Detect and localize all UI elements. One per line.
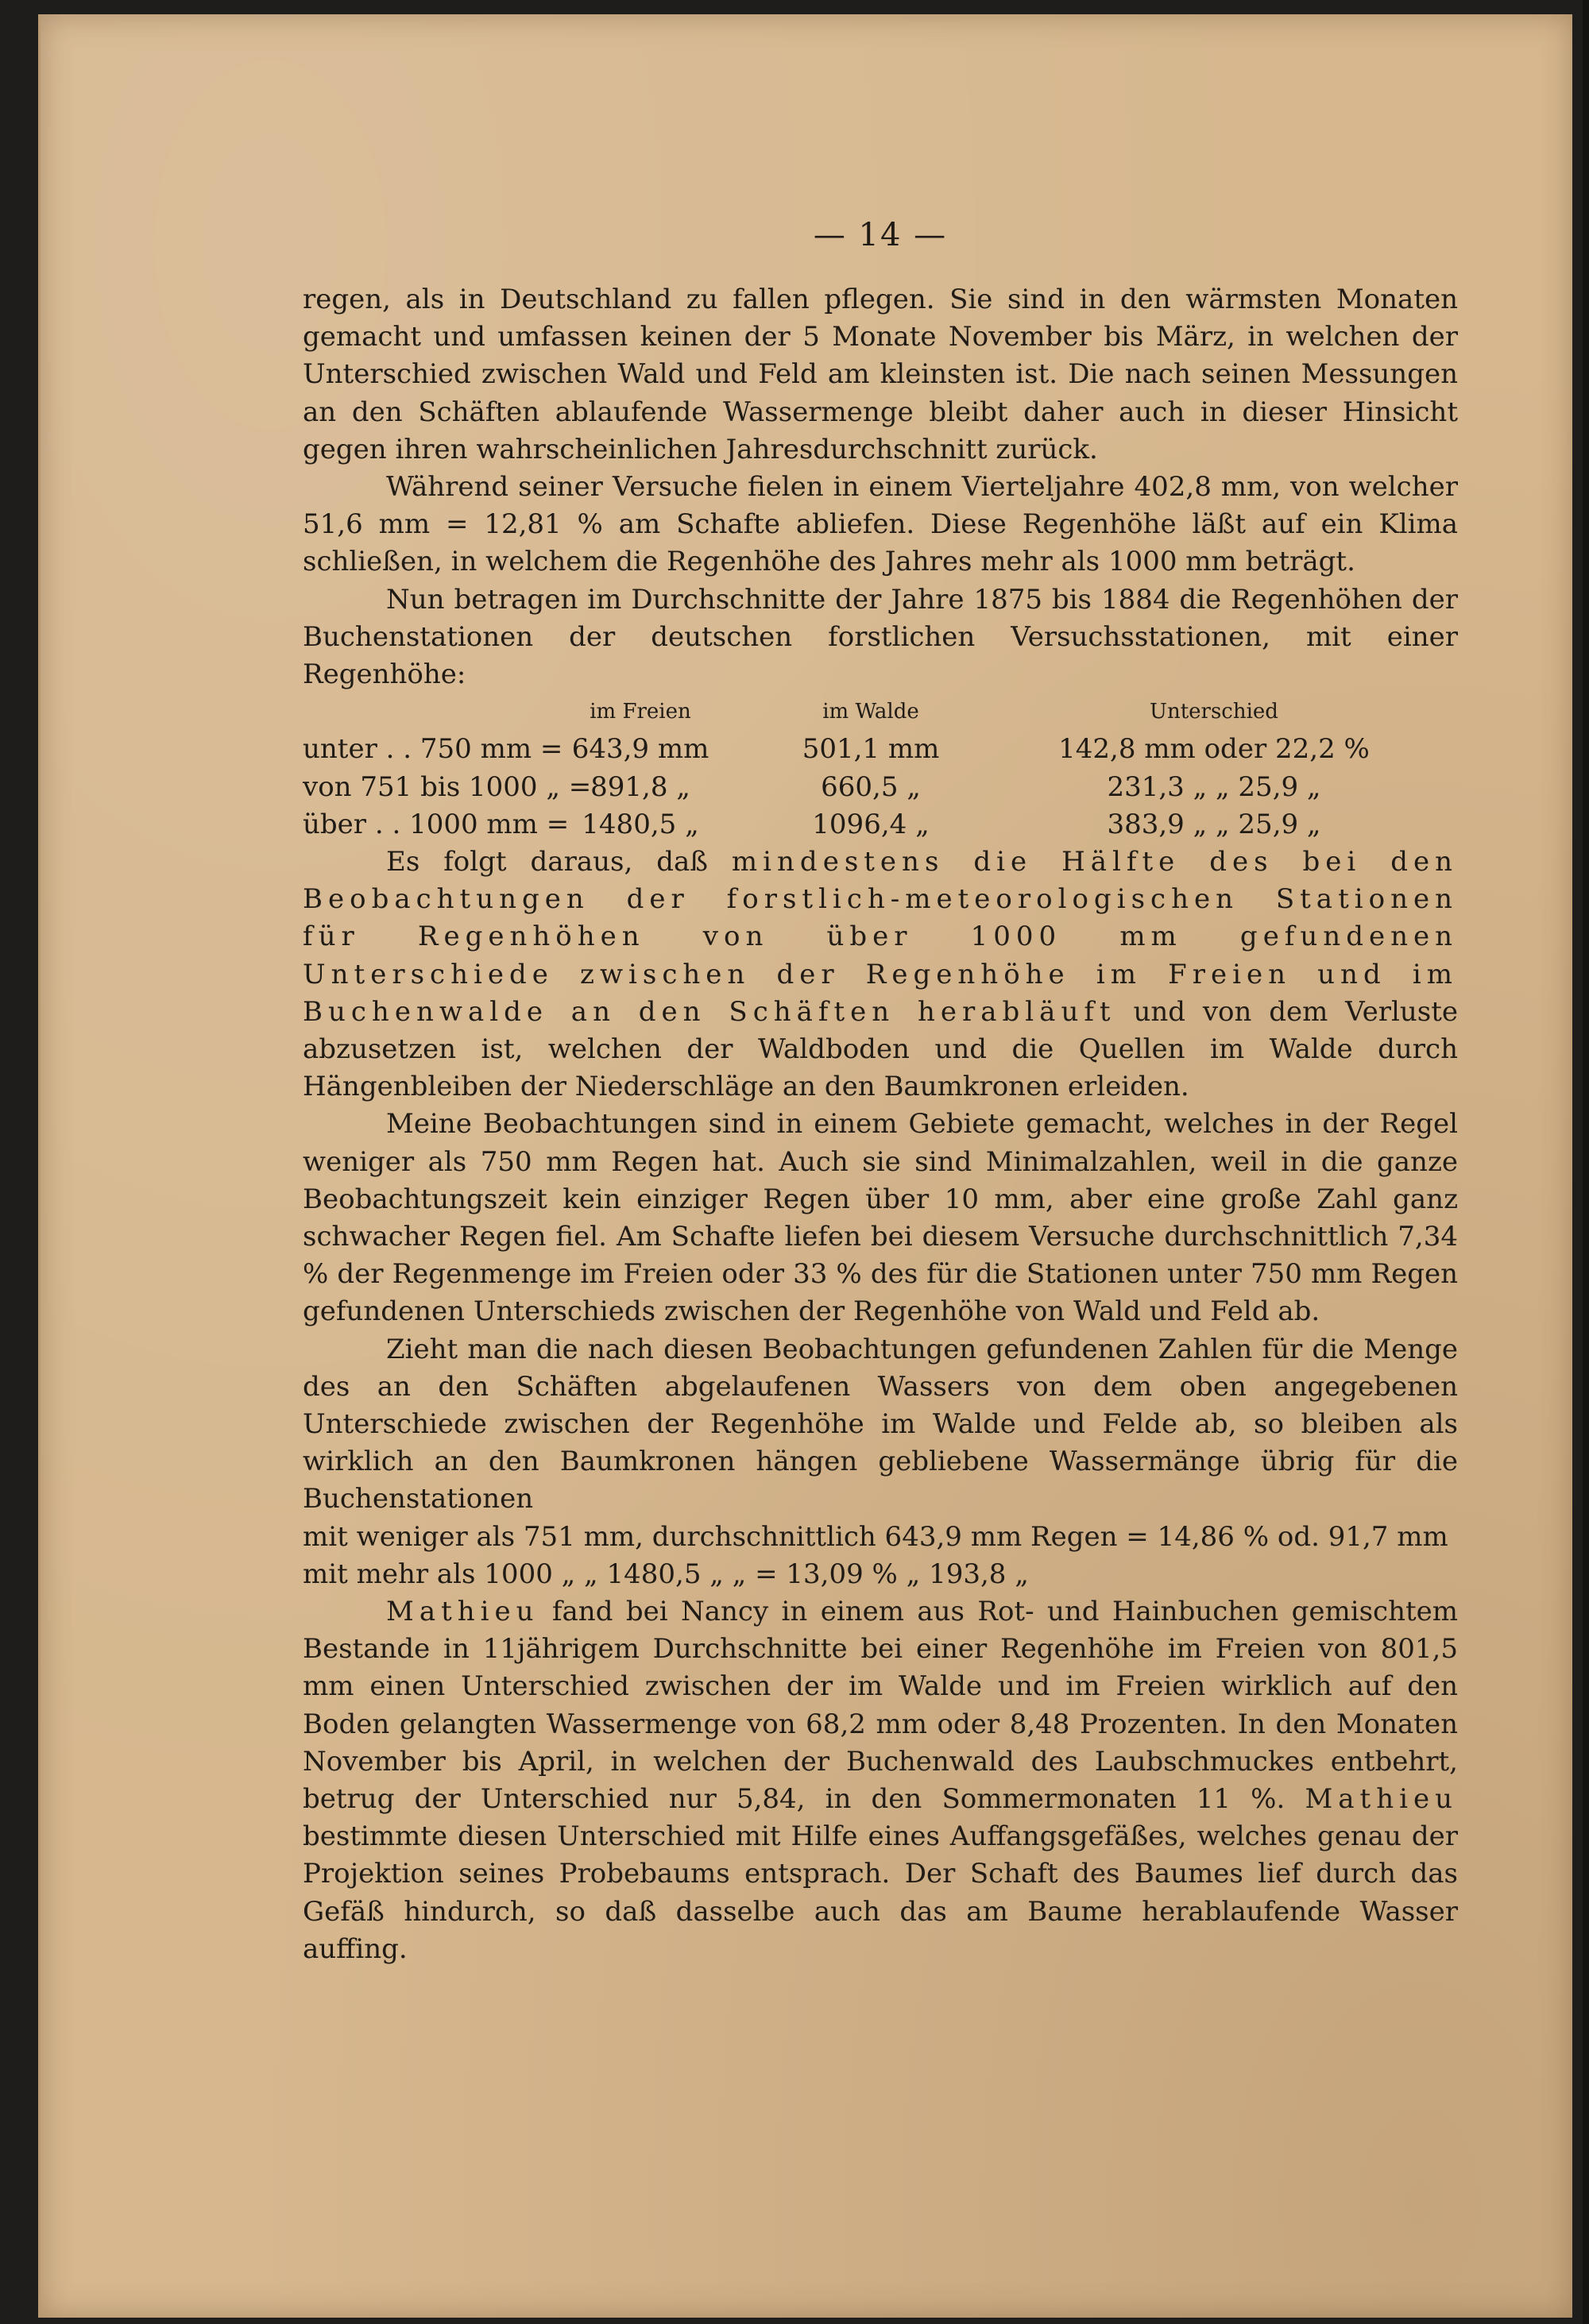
page-number: — 14 —: [813, 217, 948, 253]
table-cell: 142,8 mm oder 22,2 %: [1058, 733, 1370, 766]
table-cell: über . . 1000 mm =: [303, 808, 570, 840]
paragraph-4-tail: und von dem Verluste abzusetzen ist, welchen der Waldboden und die Quellen im Walde durch Hängenbleiben der Niederschläge an den Baumkronen erleiden.: [303, 995, 1458, 1103]
table-cell: 1096,4 „: [812, 808, 930, 840]
table-cell: 501,1 mm: [802, 733, 940, 766]
table-cell: von 751 bis 1000 „ =: [303, 770, 592, 803]
table-cell: 231,3 „ „ 25,9 „: [1107, 770, 1321, 803]
table-cell: 660,5 „: [821, 770, 921, 803]
rainfall-table: [303, 693, 1458, 844]
table-header-open: im Freien: [590, 700, 691, 724]
table-cell: unter . . 750 mm =: [303, 733, 563, 766]
paragraph-7-tail: bestimmte diesen Unterschied mit Hilfe eines Auffangsgefäßes, welches genau der Projektion seines Probebaums entsprach. Der Schaft des Baumes lief durch das Gefäß hindurch, so daß dasselbe auch das am Baume herablaufende Wasser auffing.: [303, 1820, 1458, 1965]
page-content: [303, 211, 1458, 1968]
paragraph-6: Zieht man die nach diesen Beobachtungen gefundenen Zahlen für die Menge des an den Schäften abgelaufenen Wassers von dem oben angegebenen Unterschiede zwischen der Regenhöhe im Walde und Felde ab, so bleiben als wirklich an den Baumkronen hängen gebliebene Wassermänge übrig für die Buchenstationen: [303, 1333, 1458, 1515]
table-row: [303, 806, 1458, 844]
table-row: [303, 769, 1458, 806]
book-page: [38, 14, 1572, 2318]
table-cell: 643,9 mm: [571, 733, 709, 766]
table-row: [303, 731, 1458, 768]
table-cell: 1480,5 „: [582, 808, 699, 840]
paragraph-7: [303, 1593, 1458, 1968]
table-header-difference: Unterschied: [1150, 700, 1278, 724]
result-line-1: mit weniger als 751 mm, durchschnittlich 643,9 mm Regen = 14,86 % od. 91,7 mm: [303, 1520, 1448, 1553]
paragraph-3: Nun betragen im Durchschnitte der Jahre 1875 bis 1884 die Regenhöhen der Buchenstationen der deutschen forstlichen Versuchsstationen, mit einer Regenhöhe:: [303, 583, 1458, 691]
table-cell: 891,8 „: [590, 770, 690, 803]
paragraph-4: [303, 844, 1458, 1106]
result-line-2: mit mehr als 1000 „ „ 1480,5 „ „ = 13,09 % „ 193,8 „: [303, 1558, 1029, 1590]
paragraph-7-text: fand bei Nancy in einem aus Rot- und Hainbuchen gemischtem Bestande in 11jährigem Durchschnitte bei einer Regenhöhe im Freien von 801,5 mm einen Unterschied zwischen der im Walde und im Freien wirklich auf den Boden gelangten Wassermenge von 68,2 mm oder 8,48 Prozenten. In den Monaten November bis April, in welchen der Buchenwald des Laubschmuckes entbehrt, betrug der Unterschied nur 5,84, in den Sommermonaten 11 %.: [303, 1596, 1458, 1816]
paragraph-1: regen, als in Deutschland zu fallen pflegen. Sie sind in den wärmsten Monaten gemacht und umfassen keinen der 5 Monate November bis März, in welchen der Unterschied zwischen Wald und Feld am kleinsten ist. Die nach seinen Messungen an den Schäften ablaufende Wassermenge bleibt daher auch in dieser Hinsicht gegen ihren wahrscheinlichen Jahresdurchschnitt zurück.: [303, 284, 1458, 465]
table-cell: 383,9 „ „ 25,9 „: [1107, 808, 1321, 840]
author-name: Mathieu: [386, 1596, 539, 1628]
paragraph-4-lead: Es folgt daraus, daß: [386, 845, 708, 878]
table-header-row: [303, 693, 1458, 731]
paragraph-4-emphasis: mindestens die Hälfte des bei den Beobachtungen der forstlich-meteorologischen Stationen für Regenhöhen von über 1000 mm gefundenen Unterschiede zwischen der Regenhöhe im Freien und im Buchenwalde an den Schäften herabläuft: [303, 845, 1458, 1028]
book-binding-edge: [1583, 0, 1589, 2324]
author-name: Mathieu: [1305, 1783, 1459, 1816]
table-header-forest: im Walde: [822, 700, 919, 724]
paragraph-2: Während seiner Versuche fielen in einem Vierteljahre 402,8 mm, von welcher 51,6 mm = 12,81 % am Schafte abliefen. Diese Regenhöhe läßt auf ein Klima schließen, in welchem die Regenhöhe des Jahres mehr als 1000 mm beträgt.: [303, 471, 1458, 578]
paragraph-5: Meine Beobachtungen sind in einem Gebiete gemacht, welches in der Regel weniger als 750 mm Regen hat. Auch sie sind Minimalzahlen, weil in die ganze Beobachtungszeit kein einziger Regen über 10 mm, aber eine große Zahl ganz schwacher Regen fiel. Am Schafte liefen bei diesem Versuche durchschnittlich 7,34 % der Regenmenge im Freien oder 33 % des für die Stationen unter 750 mm Regen gefundenen Unterschieds zwischen der Regenhöhe von Wald und Feld ab.: [303, 1108, 1458, 1328]
